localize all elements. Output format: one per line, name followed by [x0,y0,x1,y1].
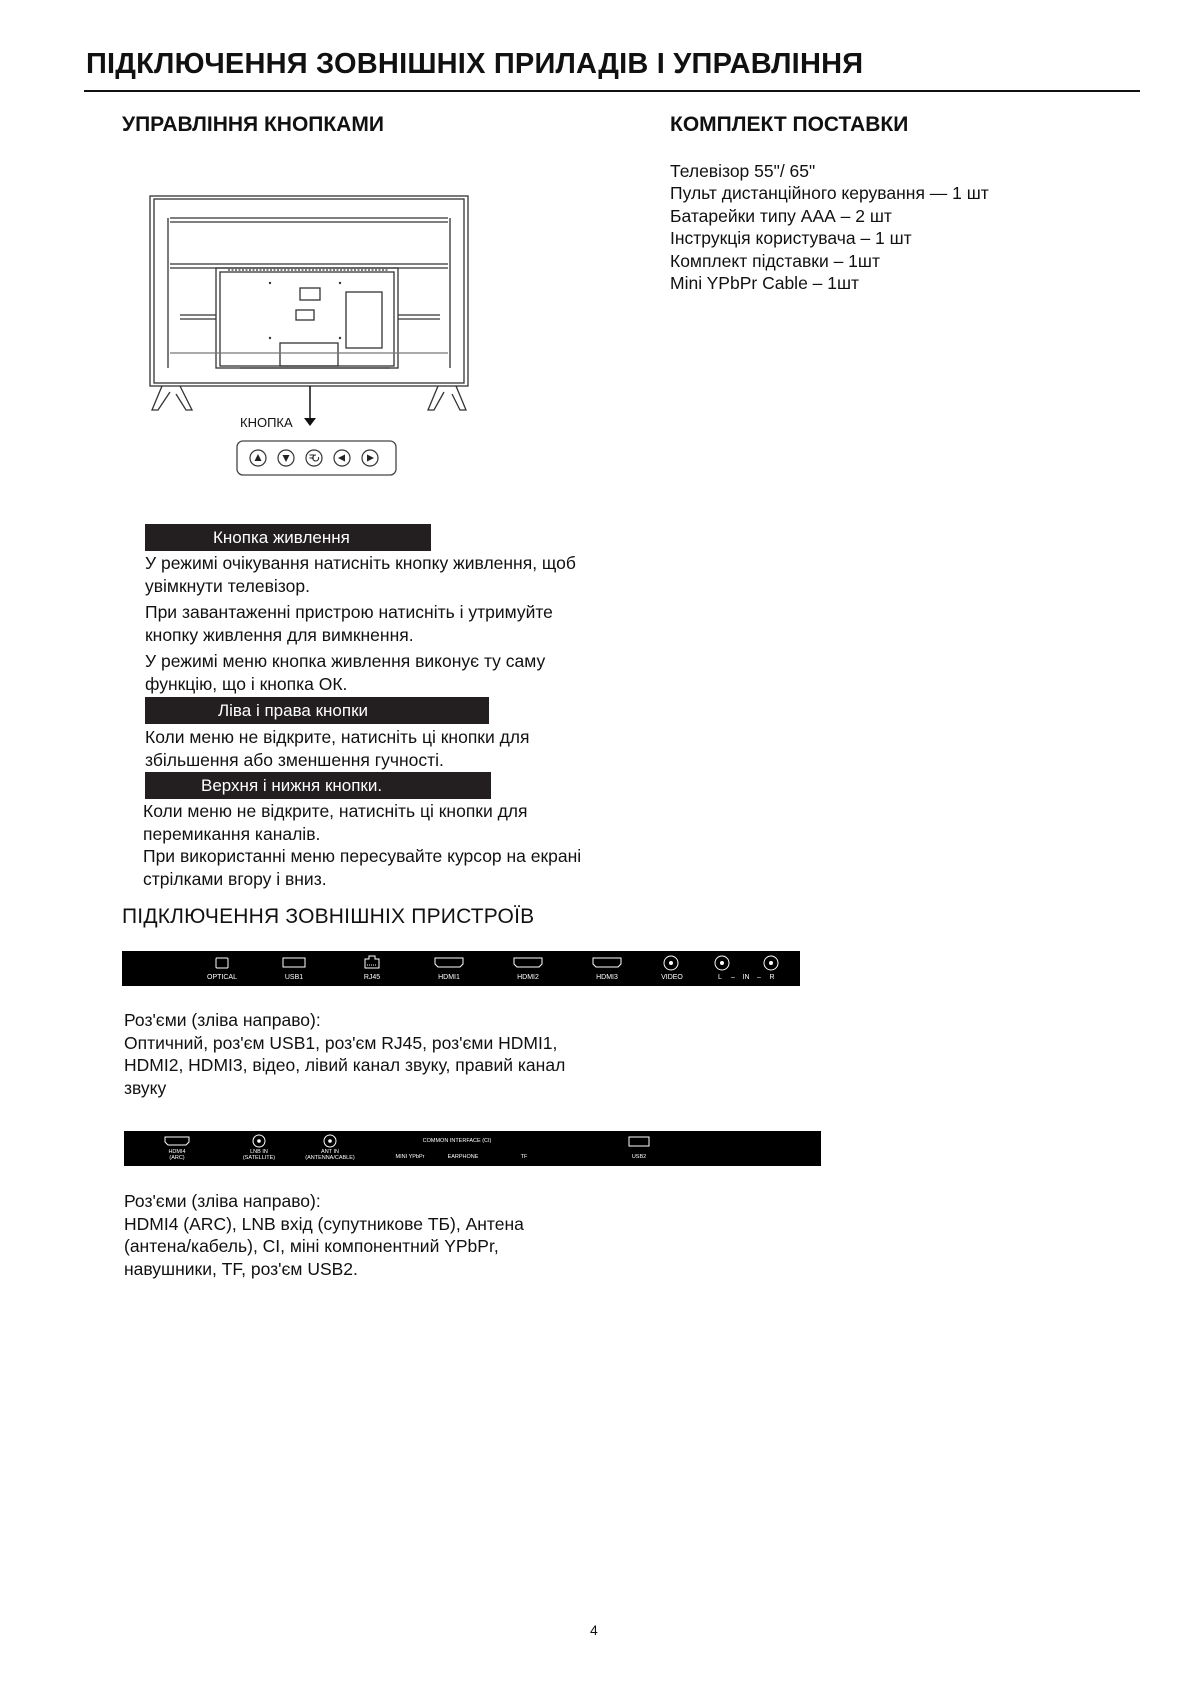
panel1-label: VIDEO [661,974,683,981]
panel2-description: Роз'єми (зліва направо): HDMI4 (ARC), LNB вхід (супутникове ТБ), Антена (антена/кабель), CI, міні компонентний YPbPr, навушники, TF, роз'єм USB2. [124,1191,524,1279]
panel1-label: RJ45 [363,974,381,981]
panel2-label: USB2 [631,1154,647,1160]
left-right-buttons-text: Коли меню не відкрите, натисніть ці кнопки для збільшення або зменшення гучності. [145,727,530,770]
panel1-label: USB1 [284,974,304,981]
button-label: КНОПКА [240,415,293,430]
panel1-label: IN [742,974,750,981]
power-button-text: У режимі очікування натисніть кнопку живлення, щоб увімкнути телевізор. При завантаженні пристрою натисніть і утримуйте кнопку живлення для вимкнення. У режимі меню кнопка живлення виконує ту саму функцію, що і кнопка ОК. [145,553,576,694]
panel1-label: HDMI3 [596,974,618,981]
package-heading: КОМПЛЕКТ ПОСТАВКИ [670,113,909,136]
panel1-label: OPTICAL [207,974,237,981]
panel1-description: Роз'єми (зліва направо): Оптичний, роз'єм USB1, роз'єм RJ45, роз'єми HDMI1, HDMI2, HDMI3, відео, лівий канал звуку, правий канал звуку [124,1010,566,1098]
package-list [670,160,989,294]
panel2-label: (ANTENNA/CABLE) [305,1155,355,1161]
panel1-label: R [769,974,775,981]
keypad-left-button[interactable] [334,450,350,466]
panel2-label: TF [520,1154,528,1160]
keypad-up-button[interactable] [250,450,266,466]
list-item: Телевізор 55"/ 65" [670,161,816,181]
panel2-label: (SATELLITE) [242,1155,276,1161]
panel2-label: (ARC) [169,1155,185,1161]
connector-panel-1 [122,951,800,986]
page-title: ПІДКЛЮЧЕННЯ ЗОВНІШНІХ ПРИЛАДІВ І УПРАВЛІННЯ [86,48,864,80]
panel1-label: HDMI2 [517,974,539,981]
tv-keypad [236,440,398,477]
left-right-buttons-title: Ліва і права кнопки [145,697,489,724]
keypad-down-button[interactable] [278,450,294,466]
panel2-label: ANT IN [321,1149,339,1155]
buttons-heading: УПРАВЛІННЯ КНОПКАМИ [122,113,384,136]
up-down-buttons-text: Коли меню не відкрите, натисніть ці кнопки для перемикання каналів. При використанні меню пересувайте курсор на екрані стрілками вгору і вниз. [143,801,582,889]
panel2-label: EARPHONE [447,1154,479,1160]
list-item: Комплект підставки – 1шт [670,250,880,271]
up-down-buttons-title: Верхня і нижня кнопки. [145,772,491,799]
panel1-label: L [718,974,722,981]
connector-panel-2 [124,1131,821,1166]
page-number: 4 [590,1622,598,1638]
panel2-label: LNB IN [250,1149,268,1155]
panel1-label: – [731,974,735,981]
list-item: Пульт дистанційного керування — 1 шт [670,183,989,204]
list-item: Mini YPbPr Cable – 1шт [670,273,860,294]
panel2-label: HDMI4 [168,1149,186,1155]
tv-back-illustration [140,188,480,478]
panel2-label: COMMON INTERFACE (CI) [422,1138,492,1144]
connections-heading: ПІДКЛЮЧЕННЯ ЗОВНІШНІХ ПРИСТРОЇВ [122,905,535,928]
keypad-right-button[interactable] [362,450,378,466]
power-button-title: Кнопка живлення [145,524,431,551]
panel1-label: HDMI1 [438,974,460,981]
keypad-power-menu-button[interactable] [306,450,322,466]
panel2-label: MINI YPbPr [395,1154,425,1160]
list-item: Інструкція користувача – 1 шт [670,228,912,249]
panel1-label: – [757,974,761,981]
list-item: Батарейки типу ААА – 2 шт [670,205,892,226]
header-rule [84,90,1140,92]
